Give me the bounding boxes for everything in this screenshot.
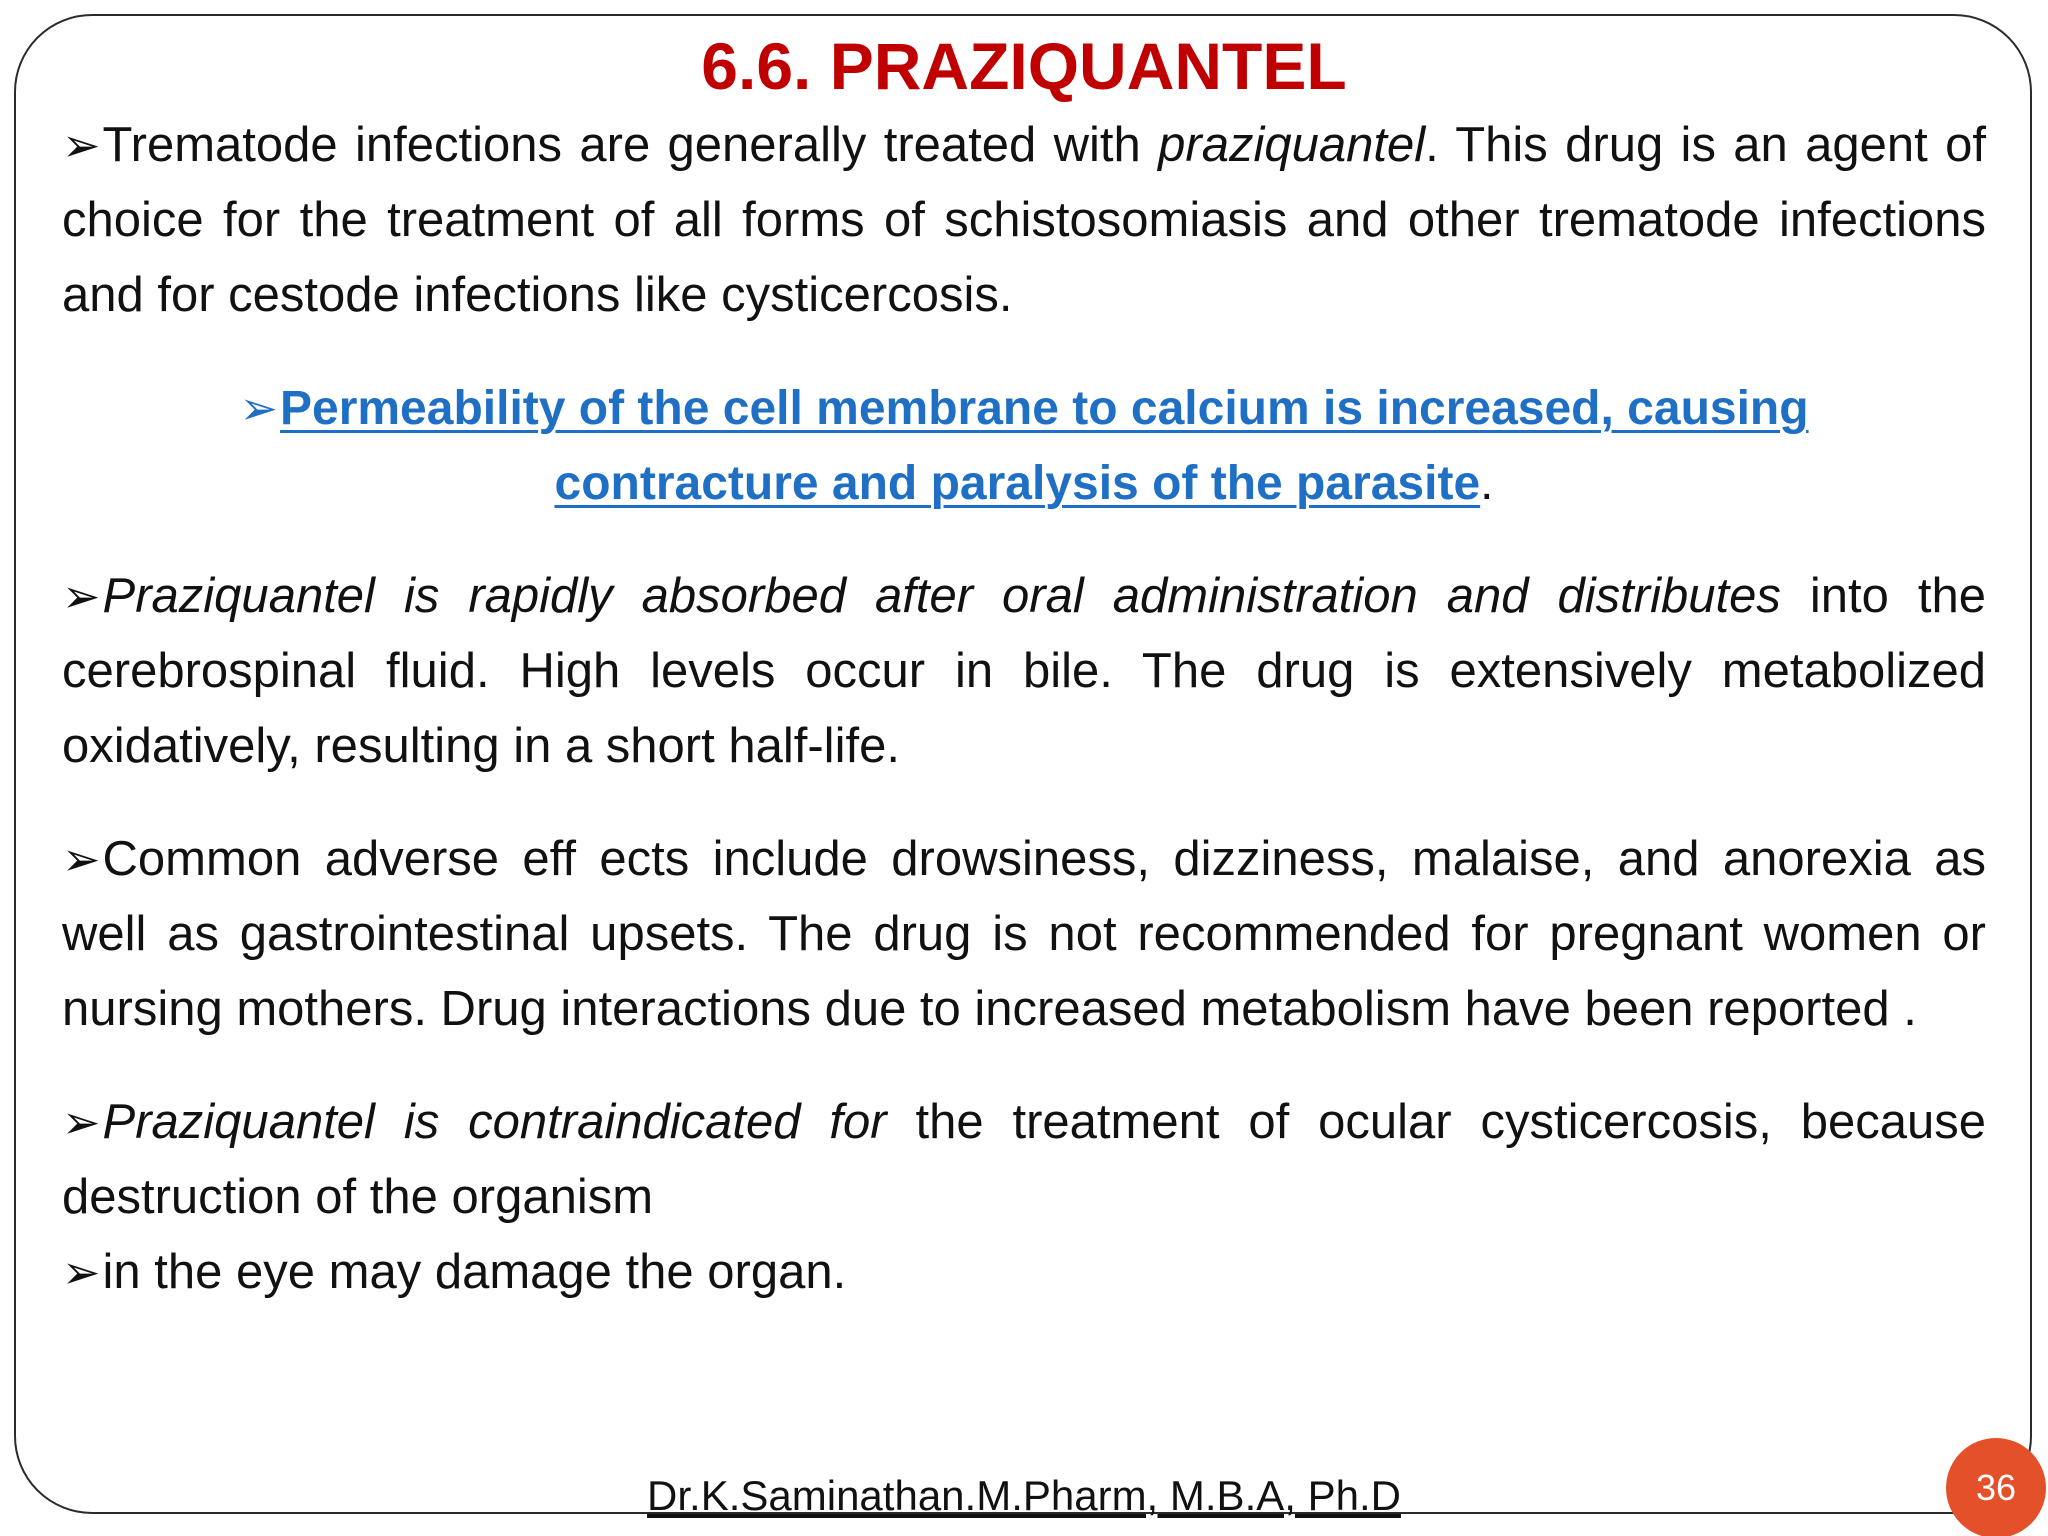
paragraph-mechanism [62,371,1986,521]
slide-content [62,108,1986,1310]
p1-text-c: . This drug is an agent of choice for the treatment of all forms of schistosomiasis and other trematode infections and for cestode infections like cysticercosis. [62,118,1986,322]
slide-title: 6.6. PRAZIQUANTEL [701,29,1347,103]
paragraph-praziquantel-use [62,108,1986,333]
p3-text-b: into the cerebrospinal fluid. High levels occur in bile. The drug is extensively metabolized oxidatively, resulting in a short half-life. [62,569,1986,773]
p5-text-b: the treatment of ocular cysticercosis, because destruction of the organism [62,1095,1986,1224]
paragraph-adverse-effects [62,822,1986,1047]
paragraph-eye-damage [62,1235,1986,1310]
p1-drug-name: praziquantel [1158,118,1426,172]
page-number-badge: 36 [1946,1438,2046,1536]
p5-italic-text: Praziquantel is contraindicated for [102,1095,887,1149]
paragraph-contraindication [62,1085,1986,1235]
arrow-bullet-icon: ➢ [62,1096,101,1148]
arrow-bullet-icon: ➢ [62,119,101,171]
p2-period: . [1480,457,1494,510]
mechanism-link[interactable]: Permeability of the cell membrane to calcium is increased, causing contracture and paralysis of the parasite [279,382,1809,510]
author-credit: Dr.K.Saminathan.M.Pharm, M.B.A, Ph.D [647,1472,1401,1519]
p4-text: Common adverse eff ects include drowsiness, dizziness, malaise, and anorexia as well as gastrointestinal upsets. The drug is not recommended for pregnant women or nursing mothers. Drug interactions due to increased metabolism have been reported . [62,832,1986,1036]
arrow-bullet-icon: ➢ [62,833,101,885]
slide-footer [0,1466,2048,1526]
paragraph-pharmacokinetics [62,559,1986,784]
arrow-bullet-icon: ➢ [62,570,101,622]
arrow-bullet-icon: ➢ [62,1246,101,1298]
p6-text: in the eye may damage the organ. [102,1245,847,1299]
arrow-bullet-icon: ➢ [239,382,278,434]
p1-text-a: Trematode infections are generally treated with [102,118,1159,172]
p3-italic-text: Praziquantel is rapidly absorbed after oral administration and distributes [102,569,1781,623]
